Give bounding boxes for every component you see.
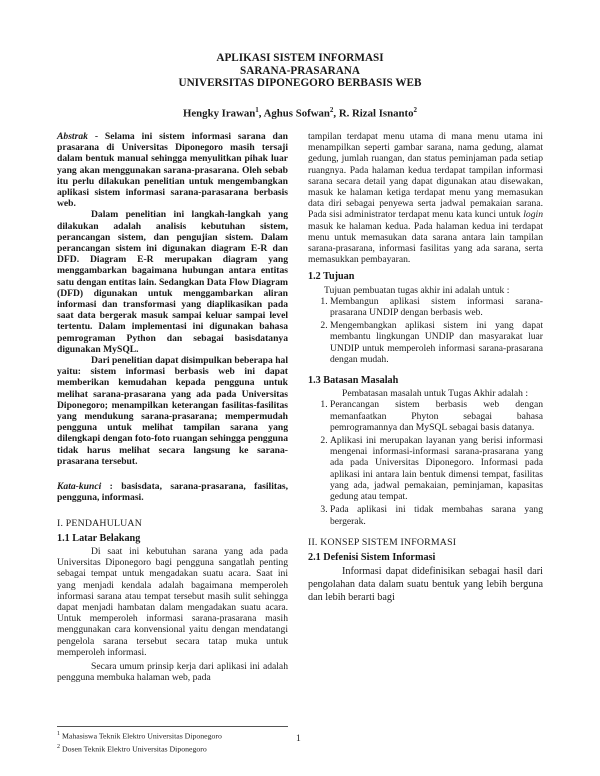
batasan-list: [308, 399, 543, 526]
author-2-mark: 2: [329, 106, 334, 114]
background-p2-continued: [308, 131, 543, 265]
tujuan-list: [308, 296, 543, 365]
footnotes: [57, 726, 288, 754]
title-line-2: SARANA-PRASARANA: [240, 64, 360, 77]
keywords-text: : basisdata, sarana-prasarana, fasilitas, pengguna, informasi.: [57, 481, 288, 504]
login-word: login: [523, 209, 543, 221]
subsection-2-1-heading: 2.1 Defenisi Sistem Informasi: [308, 551, 436, 563]
author-sep-1: ,: [258, 107, 264, 120]
author-3: R. Rizal Isnanto: [338, 107, 414, 120]
left-column: [57, 131, 288, 683]
title-line-1: APLIKASI SISTEM INFORMASI: [216, 52, 384, 64]
keywords: [57, 481, 288, 503]
list-item: 1. Membangun aplikasi sistem informasi sarana-prasarana UNDIP dengan berbasis web.: [330, 296, 543, 318]
author-3-mark: 2: [413, 106, 417, 114]
footnote-2-text: Dosen Teknik Elektro Universitas Diponegoro: [60, 744, 207, 754]
batasan-intro: Pembatasan masalah untuk Tugas Akhir adalah :: [342, 388, 528, 400]
title-line-3: UNIVERSITAS DIPONEGORO BERBASIS WEB: [178, 77, 422, 90]
abstract: [57, 131, 288, 467]
author-sep-2: ,: [333, 107, 339, 120]
subsection-1-3-heading: 1.3 Batasan Masalah: [308, 375, 399, 387]
subsection-1-1-heading: 1.1 Latar Belakang: [57, 532, 141, 544]
abstract-p1: [57, 131, 288, 209]
tujuan-intro: Tujuan pembuatan tugas akhir ini adalah untuk :: [324, 284, 510, 296]
page-number: 1: [296, 733, 301, 744]
list-item: 2. Aplikasi ini merupakan layanan yang berisi informasi mengenai informasi-informasi sarana-prasarana yang ada pada Universitas Diponegoro. Informasi pada aplikasi ini antara lain bentuk dimensi tempat, fasilitas yang ada, jadwal pemakaian, peminjaman, kapasitas gedung atau tempat.: [330, 435, 543, 502]
right-column: [308, 131, 543, 604]
footnote-2: [57, 742, 288, 755]
footnote-1: [57, 729, 288, 742]
list-item: 3. Pada aplikasi ini tidak membahas sarana yang bergerak.: [330, 504, 543, 526]
abstract-label: Abstrak: [57, 131, 88, 142]
list-item: 1. Perancangan sistem berbasis web dengan memanfaatkan Phyton sebagai bahasa pemrogramannya dan MySQL sebagai basis datanya.: [330, 399, 543, 433]
abstract-p2: Dalam penelitian ini langkah-langkah yang dilakukan adalah analisis kebutuhan sistem, perancangan sistem, dan pengujian sistem. Dalam perancangan sistem ini digunakan diagram E-R dan DFD. Diagram E-R merupakan diagram yang menggambarkan bagaimana hubungan antara entitas satu dengan entitas lain. Sedangkan Data Flow Diagram (DFD) digunakan untuk menggambarkan aliran informasi dan transformasi yang diaplikasikan pada saat data bergerak masuk sampai keluar sampai level tertentu. Dalam implementasi ini digunakan bahasa pemrograman Python dan sebagai basisdatanya digunakan MySQL.: [57, 209, 288, 355]
keywords-label: Kata-kunci: [57, 481, 102, 493]
author-1-mark: 1: [255, 106, 259, 114]
section-2-heading: II. KONSEP SISTEM INFORMASI: [308, 536, 457, 548]
paper-title: [0, 52, 600, 90]
background-p1: Di saat ini kebutuhan sarana yang ada pada Universitas Diponegoro bagi pengguna sangatlah penting sebagai tempat untuk mengadakan suatu acara. Saat ini yang menjadi kendala adalah bagaimana memperoleh informasi sarana atau tempat tersebut masih sulit sehingga dapat menjadi hambatan dalam mengadakan suatu acara. Untuk memperoleh informasi sarana-prasarana masih menggunakan cara konvensional yaitu dengan mendatangi pengelola sarana tersebut secara tatap muka untuk memperoleh informasi.: [57, 545, 288, 658]
subsection-1-2-heading: 1.2 Tujuan: [308, 271, 355, 283]
footnote-1-text: Mahasiswa Teknik Elektro Universitas Diponegoro: [60, 731, 222, 741]
list-item: 2. Mengembangkan aplikasi sistem ini yang dapat membantu lingkungan UNDIP dan masyarakat luar UNDIP untuk memperoleh informasi sarana-prasarana dengan mudah.: [330, 320, 543, 365]
background-p2: Secara umum prinsip kerja dari aplikasi ini adalah pengguna membuka halaman web, pada: [57, 660, 288, 684]
author-2: Aghus Sofwan: [263, 107, 330, 120]
background-p2-end-text: masuk ke halaman kedua. Pada halaman kedua ini terdapat menu untuk memasukan data sarana antara lain tampilan sarana-prasarana, informasi fasilitas yang ada sarana, serta memasukkan pembayaran.: [308, 220, 543, 266]
section-1-heading: I. PENDAHULUAN: [57, 517, 142, 529]
definition-p1: Informasi dapat didefinisikan sebagai hasil dari pengolahan data dalam suatu bentuk yang lebih berguna dan lebih berarti bagi: [308, 566, 543, 604]
footnote-1-mark: 1: [57, 731, 60, 737]
abstract-p3: Dari penelitian dapat disimpulkan beberapa hal yaitu: sistem informasi berbasis web ini dapat memberikan kemudahan kepada pengguna untuk melihat sarana-prasarana yang ada pada Universitas Diponegoro; menampilkan keterangan fasilitas-fasilitas yang mendukung sarana-prasarana; mempermudah pengguna untuk melihat tampilan sarana yang dilengkapi dengan foto-foto ruangan sehingga pengguna tidak harus melihat secara langsung ke sarana-prasarana tersebut.: [57, 355, 288, 467]
background-p2-cont-text: tampilan terdapat menu utama di mana menu utama ini menampilkan seperti gambar sarana, nama gedung, alamat gedung, jumlah ruangan, dan status peminjaman pada setiap ruangnya. Pada halaman kedua terdapat tampilan informasi sarana secara detail yang dapat digunakan atau disewakan, masuk ke halaman ketiga terdapat menu yang memasukan data diri sebagai penyewa serta jadwal pemakaian sarana. Pada sisi administrator terdapat menu kata kunci untuk: [308, 131, 543, 221]
footnote-2-mark: 2: [57, 743, 60, 750]
author-1: Hengky Irawan: [182, 107, 256, 120]
author-list: [0, 106, 600, 120]
abstract-text-1: - Selama ini sistem informasi sarana dan prasarana di Universitas Diponegoro masih tersaji dalam bentuk manual sehingga menyulitkan pihak luar yang akan menggunakan sarana-prasarana. Oleh sebab itu perlu dilakukan penelitian untuk mengembangkan aplikasi sistem informasi sarana-parasarana berbasis web.: [57, 131, 288, 210]
